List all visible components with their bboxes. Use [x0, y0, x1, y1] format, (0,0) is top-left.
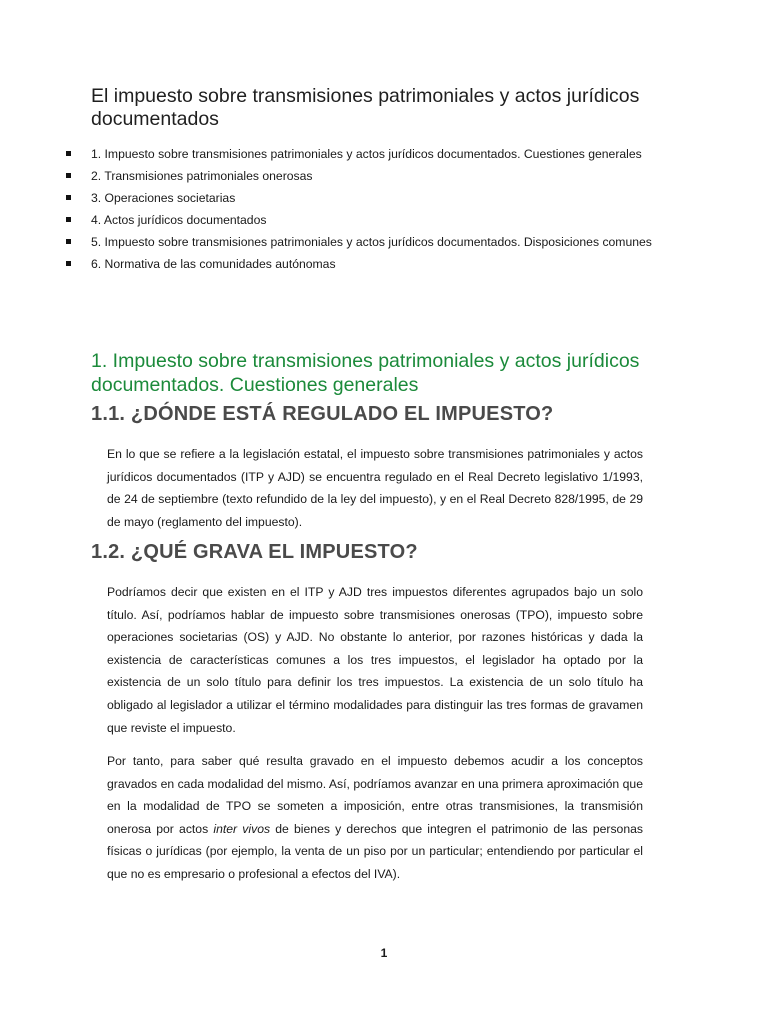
section-title: 1. Impuesto sobre transmisiones patrimoniales y actos jurídicos documentados. Cuestiones generales [91, 350, 640, 396]
square-bullet-icon [66, 173, 71, 178]
toc-item-text: 2. Transmisiones patrimoniales onerosas [91, 169, 313, 183]
toc-item [66, 143, 658, 165]
toc-item-text: 4. Actos jurídicos documentados [91, 213, 267, 227]
body-paragraph: Podríamos decir que existen en el ITP y AJD tres impuestos diferentes agrupados bajo un solo título. Así, podríamos hablar de impuesto sobre transmisiones onerosas (TPO), impuesto sobre operaciones societarias (OS) y AJD. No obstante lo anterior, por razones históricas y dada la existencia de características comunes a los tres impuestos, el legislador ha optado por la existencia de un solo título para definir los tres impuestos. La existencia de un solo título ha obligado al legislador a utilizar el término modalidades para distinguir las tres formas de gravamen que reviste el impuesto. [107, 585, 643, 735]
square-bullet-icon [66, 151, 71, 156]
square-bullet-icon [66, 195, 71, 200]
paragraph-text: Por tanto, para saber qué resulta gravado en el impuesto debemos acudir a los conceptos gravados en cada modalidad del mismo. Así, podríamos avanzar en una primera aproximación que en la modalidad de TPO se someten a imposición, entre otras transmisiones, la transmisión onerosa por actos [107, 754, 643, 836]
square-bullet-icon [66, 261, 71, 266]
toc-item-text: 6. Normativa de las comunidades autónomas [91, 257, 336, 271]
square-bullet-icon [66, 217, 71, 222]
toc-item [66, 231, 658, 253]
body-paragraph: En lo que se refiere a la legislación estatal, el impuesto sobre transmisiones patrimoniales y actos jurídicos documentados (ITP y AJD) se encuentra regulado en el Real Decreto legislativo 1/1993, de 24 de septiembre (texto refundido de la ley del impuesto), y en el Real Decreto 828/1995, de 29 de mayo (reglamento del impuesto). [107, 447, 643, 529]
toc-item-text: 3. Operaciones societarias [91, 191, 236, 205]
document-title: El impuesto sobre transmisiones patrimoniales y actos jurídicos documentados [91, 85, 640, 130]
toc-item-text: 1. Impuesto sobre transmisiones patrimoniales y actos jurídicos documentados. Cuestiones generales [91, 147, 642, 161]
square-bullet-icon [66, 239, 71, 244]
toc-item [66, 187, 658, 209]
body-paragraph [107, 750, 643, 886]
subsection-heading: 1.1. ¿DÓNDE ESTÁ REGULADO EL IMPUESTO? [91, 403, 554, 425]
paragraph-text: de bienes y derechos que integren el patrimonio de las personas físicas o jurídicas (por ejemplo, la venta de un piso por un particular; entendiendo por particular el que no es empresario o profesional a efectos del IVA). [107, 821, 643, 881]
toc-item [66, 209, 658, 231]
subsection-heading: 1.2. ¿QUÉ GRAVA EL IMPUESTO? [91, 541, 418, 563]
italic-term: inter vivos [213, 821, 271, 836]
toc-item-text: 5. Impuesto sobre transmisiones patrimoniales y actos jurídicos documentados. Disposiciones comunes [91, 235, 652, 249]
toc-item [66, 165, 658, 187]
table-of-contents [66, 143, 658, 275]
toc-item [66, 253, 658, 275]
page-number: 1 [380, 946, 388, 960]
